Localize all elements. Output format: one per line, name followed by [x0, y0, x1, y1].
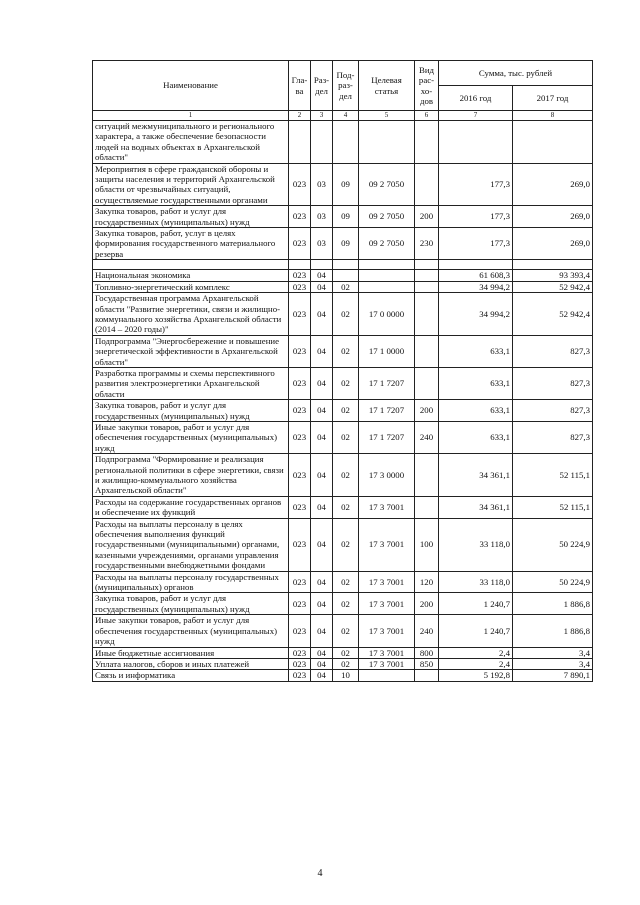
- row-exptype: [415, 163, 439, 206]
- row-value-2016: 5 192,8: [439, 670, 513, 681]
- row-target: 17 3 7001: [359, 593, 415, 615]
- row-target: 17 3 7001: [359, 615, 415, 647]
- row-value-2017: 827,3: [513, 335, 593, 367]
- header-target: Целевая статья: [359, 61, 415, 111]
- row-name: Расходы на выплаты персоналу государственных (муниципальных) органов: [93, 571, 289, 593]
- row-exptype: [415, 367, 439, 399]
- row-value-2017: 52 115,1: [513, 496, 593, 518]
- row-subsection: 02: [333, 593, 359, 615]
- row-target: [359, 260, 415, 270]
- row-value-2017: 50 224,9: [513, 518, 593, 571]
- row-chapter: 023: [289, 206, 311, 228]
- row-chapter: 023: [289, 454, 311, 497]
- row-value-2016: 34 994,2: [439, 293, 513, 336]
- row-name: Государственная программа Архангельской области "Развитие энергетики, связи и жилищно-коммунального хозяйства Архангельской области (2014 – 2020 годы)": [93, 293, 289, 336]
- row-subsection: 02: [333, 518, 359, 571]
- row-value-2017: 827,3: [513, 421, 593, 453]
- header-year-2017: 2017 год: [513, 86, 593, 111]
- row-value-2017: 269,0: [513, 163, 593, 206]
- table-row: [93, 367, 593, 399]
- row-value-2016: 33 118,0: [439, 571, 513, 593]
- row-value-2016: 2,4: [439, 647, 513, 658]
- row-section: 04: [311, 454, 333, 497]
- row-name: [93, 260, 289, 270]
- row-target: 17 3 7001: [359, 571, 415, 593]
- row-exptype: [415, 121, 439, 164]
- row-target: 17 1 7207: [359, 367, 415, 399]
- row-section: 04: [311, 421, 333, 453]
- row-target: 17 3 7001: [359, 658, 415, 669]
- row-value-2017: [513, 121, 593, 164]
- header-sum: Сумма, тыс. рублей: [439, 61, 593, 86]
- row-value-2016: [439, 121, 513, 164]
- row-exptype: 240: [415, 421, 439, 453]
- header-year-2016: 2016 год: [439, 86, 513, 111]
- row-value-2016: 633,1: [439, 367, 513, 399]
- row-name: Мероприятия в сфере гражданской обороны и защиты населения и территорий Архангельской области от чрезвычайных ситуаций, осуществляемые государственными органами: [93, 163, 289, 206]
- row-section: 04: [311, 593, 333, 615]
- row-value-2017: 3,4: [513, 658, 593, 669]
- row-name: Закупка товаров, работ и услуг для государственных (муниципальных) нужд: [93, 400, 289, 422]
- row-target: 09 2 7050: [359, 163, 415, 206]
- row-chapter: 023: [289, 163, 311, 206]
- row-chapter: 023: [289, 421, 311, 453]
- row-chapter: 023: [289, 658, 311, 669]
- row-exptype: [415, 270, 439, 281]
- row-chapter: 023: [289, 647, 311, 658]
- table-row: [93, 400, 593, 422]
- row-chapter: 023: [289, 571, 311, 593]
- colnum: 4: [333, 111, 359, 121]
- table-row: [93, 163, 593, 206]
- row-name: Связь и информатика: [93, 670, 289, 681]
- row-target: 17 3 7001: [359, 647, 415, 658]
- row-section: 04: [311, 571, 333, 593]
- row-subsection: 02: [333, 496, 359, 518]
- row-exptype: [415, 335, 439, 367]
- row-exptype: [415, 454, 439, 497]
- row-value-2017: 52 942,4: [513, 281, 593, 292]
- row-name: Иные бюджетные ассигнования: [93, 647, 289, 658]
- row-value-2017: 7 890,1: [513, 670, 593, 681]
- row-value-2017: 827,3: [513, 400, 593, 422]
- row-exptype: 200: [415, 400, 439, 422]
- table-row: [93, 121, 593, 164]
- row-name: Иные закупки товаров, работ и услуг для обеспечения государственных (муниципальных) нужд: [93, 615, 289, 647]
- row-exptype: [415, 281, 439, 292]
- row-chapter: 023: [289, 228, 311, 260]
- row-name: Расходы на выплаты персоналу в целях обеспечения выполнения функций государственными (муниципальными) органами, казенными учреждениями, органами управления государственными внебюджетными фондами: [93, 518, 289, 571]
- row-section: [311, 260, 333, 270]
- colnum: 6: [415, 111, 439, 121]
- row-section: 04: [311, 270, 333, 281]
- page-number: 4: [317, 868, 323, 879]
- row-exptype: [415, 293, 439, 336]
- row-exptype: [415, 496, 439, 518]
- row-subsection: 09: [333, 206, 359, 228]
- table-row: [93, 593, 593, 615]
- row-name: Закупка товаров, работ и услуг для государственных (муниципальных) нужд: [93, 206, 289, 228]
- row-section: 03: [311, 206, 333, 228]
- row-target: [359, 281, 415, 292]
- row-section: [311, 121, 333, 164]
- table-row: [93, 270, 593, 281]
- row-subsection: 10: [333, 670, 359, 681]
- table-row: [93, 335, 593, 367]
- row-value-2016: [439, 260, 513, 270]
- colnum: 3: [311, 111, 333, 121]
- row-section: 04: [311, 658, 333, 669]
- table-row: [93, 260, 593, 270]
- row-subsection: 02: [333, 400, 359, 422]
- row-section: 04: [311, 400, 333, 422]
- row-value-2016: 633,1: [439, 335, 513, 367]
- row-exptype: 850: [415, 658, 439, 669]
- table-row: [93, 228, 593, 260]
- row-target: 17 1 7207: [359, 421, 415, 453]
- row-value-2017: 827,3: [513, 367, 593, 399]
- row-value-2016: 1 240,7: [439, 615, 513, 647]
- row-value-2016: 1 240,7: [439, 593, 513, 615]
- row-target: 17 1 0000: [359, 335, 415, 367]
- row-value-2016: 2,4: [439, 658, 513, 669]
- table-row: [93, 206, 593, 228]
- table-body: [93, 121, 593, 682]
- table-row: [93, 421, 593, 453]
- row-section: 04: [311, 518, 333, 571]
- row-name: Иные закупки товаров, работ и услуг для обеспечения государственных (муниципальных) нужд: [93, 421, 289, 453]
- row-section: 04: [311, 496, 333, 518]
- colnum: 1: [93, 111, 289, 121]
- row-chapter: 023: [289, 496, 311, 518]
- row-section: 04: [311, 647, 333, 658]
- row-name: Уплата налогов, сборов и иных платежей: [93, 658, 289, 669]
- row-value-2016: 34 361,1: [439, 454, 513, 497]
- row-target: 09 2 7050: [359, 228, 415, 260]
- row-section: 04: [311, 281, 333, 292]
- header-chapter: Гла- ва: [289, 61, 311, 111]
- row-chapter: 023: [289, 281, 311, 292]
- row-value-2016: 34 994,2: [439, 281, 513, 292]
- row-exptype: 800: [415, 647, 439, 658]
- row-subsection: 02: [333, 658, 359, 669]
- row-subsection: 09: [333, 163, 359, 206]
- row-chapter: [289, 121, 311, 164]
- row-exptype: 120: [415, 571, 439, 593]
- row-exptype: [415, 260, 439, 270]
- row-value-2017: 269,0: [513, 206, 593, 228]
- row-subsection: 02: [333, 615, 359, 647]
- row-subsection: 02: [333, 367, 359, 399]
- row-value-2017: 50 224,9: [513, 571, 593, 593]
- row-exptype: 230: [415, 228, 439, 260]
- row-subsection: 09: [333, 228, 359, 260]
- row-section: 04: [311, 670, 333, 681]
- row-subsection: 02: [333, 421, 359, 453]
- row-value-2016: 34 361,1: [439, 496, 513, 518]
- row-name: Закупка товаров, работ и услуг для государственных (муниципальных) нужд: [93, 593, 289, 615]
- header-exptype: Вид рас- хо- дов: [415, 61, 439, 111]
- row-value-2016: 633,1: [439, 400, 513, 422]
- row-subsection: [333, 260, 359, 270]
- row-subsection: 02: [333, 571, 359, 593]
- table-row: [93, 658, 593, 669]
- row-exptype: 200: [415, 206, 439, 228]
- row-value-2016: 33 118,0: [439, 518, 513, 571]
- row-name: Топливно-энергетический комплекс: [93, 281, 289, 292]
- row-value-2017: 269,0: [513, 228, 593, 260]
- row-chapter: [289, 260, 311, 270]
- row-value-2017: [513, 260, 593, 270]
- row-target: 17 0 0000: [359, 293, 415, 336]
- row-chapter: 023: [289, 367, 311, 399]
- column-number-row: [93, 111, 593, 121]
- row-exptype: [415, 670, 439, 681]
- row-chapter: 023: [289, 615, 311, 647]
- row-chapter: 023: [289, 270, 311, 281]
- row-subsection: [333, 121, 359, 164]
- table-row: [93, 496, 593, 518]
- row-exptype: 240: [415, 615, 439, 647]
- row-value-2017: 1 886,8: [513, 593, 593, 615]
- row-chapter: 023: [289, 593, 311, 615]
- row-value-2016: 61 608,3: [439, 270, 513, 281]
- row-target: 17 3 7001: [359, 496, 415, 518]
- row-target: [359, 270, 415, 281]
- row-name: Расходы на содержание государственных органов и обеспечение их функций: [93, 496, 289, 518]
- row-subsection: 02: [333, 281, 359, 292]
- table-row: [93, 647, 593, 658]
- colnum: 8: [513, 111, 593, 121]
- row-name: Подпрограмма "Энергосбережение и повышение энергетической эффективности в Архангельской области": [93, 335, 289, 367]
- row-target: 17 3 0000: [359, 454, 415, 497]
- row-subsection: 02: [333, 454, 359, 497]
- table-header: [93, 61, 593, 121]
- row-name: Закупка товаров, работ, услуг в целях формирования государственного материального резерва: [93, 228, 289, 260]
- row-value-2017: 3,4: [513, 647, 593, 658]
- row-section: 04: [311, 293, 333, 336]
- row-value-2017: 52 115,1: [513, 454, 593, 497]
- colnum: 5: [359, 111, 415, 121]
- row-subsection: [333, 270, 359, 281]
- row-section: 04: [311, 367, 333, 399]
- row-value-2016: 177,3: [439, 163, 513, 206]
- row-exptype: 200: [415, 593, 439, 615]
- row-value-2016: 177,3: [439, 228, 513, 260]
- row-subsection: 02: [333, 335, 359, 367]
- budget-table: [92, 60, 593, 682]
- table-row: [93, 615, 593, 647]
- table-row: [93, 293, 593, 336]
- row-chapter: 023: [289, 518, 311, 571]
- colnum: 7: [439, 111, 513, 121]
- row-value-2016: 633,1: [439, 421, 513, 453]
- row-section: 04: [311, 335, 333, 367]
- row-chapter: 023: [289, 335, 311, 367]
- header-section: Раз- дел: [311, 61, 333, 111]
- header-subsection: Под- раз- дел: [333, 61, 359, 111]
- row-value-2017: 93 393,4: [513, 270, 593, 281]
- row-name: Разработка программы и схемы перспективного развития электроэнергетики Архангельской области: [93, 367, 289, 399]
- header-name: Наименование: [93, 61, 289, 111]
- colnum: 2: [289, 111, 311, 121]
- row-value-2017: 52 942,4: [513, 293, 593, 336]
- table-row: [93, 670, 593, 681]
- row-name: ситуаций межмуниципального и регионального характера, а также обеспечение безопасности людей на водных объектах в Архангельской области": [93, 121, 289, 164]
- table-row: [93, 518, 593, 571]
- row-value-2016: 177,3: [439, 206, 513, 228]
- table-row: [93, 281, 593, 292]
- row-section: 04: [311, 615, 333, 647]
- row-chapter: 023: [289, 293, 311, 336]
- row-target: [359, 121, 415, 164]
- table-row: [93, 454, 593, 497]
- row-target: [359, 670, 415, 681]
- row-name: Подпрограмма "Формирование и реализация региональной политики в сфере энергетики, связи и жилищно-коммунального хозяйства Архангельской области": [93, 454, 289, 497]
- row-chapter: 023: [289, 670, 311, 681]
- row-subsection: 02: [333, 293, 359, 336]
- table-row: [93, 571, 593, 593]
- row-exptype: 100: [415, 518, 439, 571]
- row-value-2017: 1 886,8: [513, 615, 593, 647]
- row-section: 03: [311, 228, 333, 260]
- row-section: 03: [311, 163, 333, 206]
- row-target: 17 3 7001: [359, 518, 415, 571]
- row-subsection: 02: [333, 647, 359, 658]
- row-target: 17 1 7207: [359, 400, 415, 422]
- row-name: Национальная экономика: [93, 270, 289, 281]
- row-target: 09 2 7050: [359, 206, 415, 228]
- row-chapter: 023: [289, 400, 311, 422]
